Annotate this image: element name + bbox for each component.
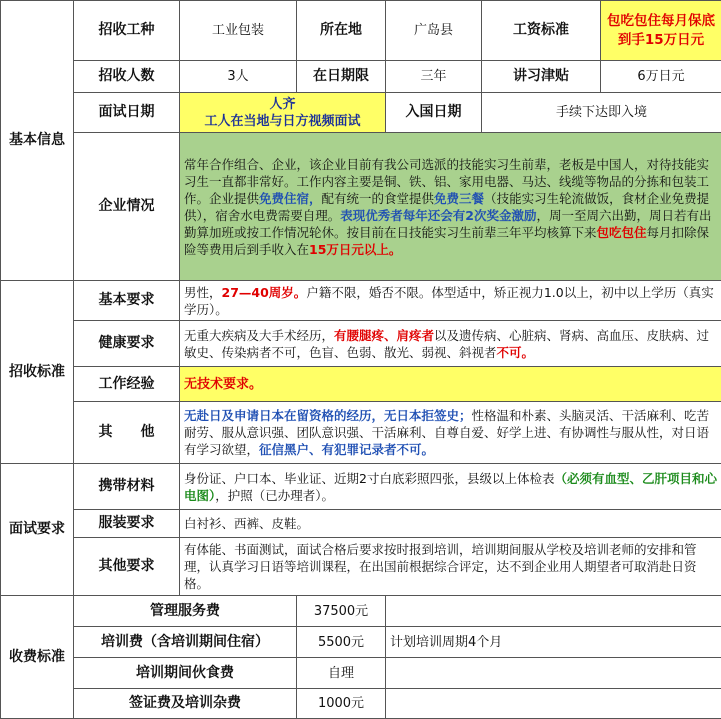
salary-label: 工资标准 [482,1,601,61]
duration-label: 在日期限 [297,61,386,93]
other-label: 其 他 [74,402,180,464]
company-text-5: （技能实习生轮流做饭，食材企业免费提供），宿舍水电费需要自理。 [184,190,710,223]
experience-label: 工作经验 [74,367,180,402]
interview-other-label: 其他要求 [74,538,180,596]
basic-req-1: 男性， [184,284,222,300]
section-recruit-standard: 招收标准 [1,281,74,464]
entry-date-value: 手续下达即入境 [482,93,721,133]
company-label: 企业情况 [74,133,180,281]
section-fees: 收费标准 [1,596,74,719]
basic-req-label: 基本要求 [74,281,180,321]
company-text-7: ，周一至周六出勤，周日若有出勤算加班或按工作情况轮休。按目前在日技能实习生前辈三年平均核算下来 [184,207,712,240]
location-label: 所在地 [297,1,386,61]
health-1: 无重大疾病及大手术经历， [184,327,335,343]
company-text-6: 表现优秀者每年还会有2次奖金激励 [340,207,537,223]
fee-value-2: 5500元 [297,627,386,658]
materials-label: 携带材料 [74,464,180,510]
company-text-3: 配有统一的食堂提供 [321,190,435,206]
entry-date-label: 入国日期 [386,93,482,133]
fee-note-4 [386,689,721,719]
interview-date-line1: 人齐 [269,96,296,112]
interview-date-label: 面试日期 [74,93,180,133]
salary-value: 包吃包住每月保底到手15万日元 [601,1,721,61]
fee-label-2: 培训费（含培训期间住宿） [74,627,297,658]
company-text-9: 每月扣除保险等费用后到手收入在 [184,224,710,257]
fee-value-4: 1000元 [297,689,386,719]
fee-label-4: 签证费及培训杂费 [74,689,297,719]
basic-req-value [180,281,721,321]
allowance-value: 6万日元 [601,61,721,93]
basic-req-3: 户籍不限，婚否不限。体型适中，矫正视力1.0以上，初中以上学历（真实学历）。 [184,284,714,317]
fee-label-1: 管理服务费 [74,596,297,627]
health-4: 不可。 [496,344,535,360]
health-label: 健康要求 [74,321,180,367]
other-2: 性格温和朴素、头脑灵活、干活麻利、吃苦耐劳、服从意识强、团队意识强、干活麻利、自尊自爱、好学上进、有协调性与服从性，对日语有学习欲望， [184,408,710,457]
fee-note-3 [386,658,721,689]
health-2: 有腰腿疼、肩疼者 [334,327,435,343]
materials-value [180,464,721,510]
company-text-2: 免费住宿， [259,190,322,206]
company-description [180,133,721,281]
job-type-value: 工业包装 [180,1,297,61]
other-1: 无赴日及申请日本在留资格的经历，无日本拒签史； [184,408,472,423]
clothing-label: 服装要求 [74,510,180,538]
other-value [180,402,721,464]
job-type-label: 招收工种 [74,1,180,61]
fee-note-1 [386,596,721,627]
headcount-value: 3人 [180,61,297,93]
duration-value: 三年 [386,61,482,93]
interview-other-value: 有体能、书面测试，面试合格后要求按时报到培训，培训期间服从学校及培训老师的安排和管理，认真学习日语等培训课程，在出国前根据综合评定，达不到企业用人期望者可取消赴日资格。 [180,538,721,596]
basic-req-2: 27—40周岁。 [221,284,307,300]
materials-1: 身份证、户口本、毕业证、近期2寸白底彩照四张，县级以上体检表 [184,470,555,486]
allowance-label: 讲习津贴 [482,61,601,93]
other-3: 征信黑户、有犯罪记录者不可。 [259,442,435,457]
headcount-label: 招收人数 [74,61,180,93]
materials-2: （必须有血型、乙肝项目和心电图） [184,470,717,503]
health-3: 以及遗传病、心脏病、肾病、高血压、皮肤病、过敏史、传染病者不可，色盲、色弱、散光、弱视、斜视者 [184,327,710,360]
company-text-4: 免费三餐 [434,190,485,206]
section-basic-info: 基本信息 [1,1,74,281]
health-value [180,321,721,367]
experience-value: 无技术要求。 [180,367,721,402]
interview-date-line2: 工人在当地与日方视频面试 [204,113,361,129]
company-text-10: 15万日元以上。 [309,241,402,257]
clothing-value: 白衬衫、西裤、皮鞋。 [180,510,721,538]
fee-label-3: 培训期间伙食费 [74,658,297,689]
company-text-8: 包吃包住 [596,224,647,240]
company-text-1: 常年合作组合、企业，该企业目前有我公司选派的技能实习生前辈，老板是中国人，对待技能实习生一直都非常好。工作内容主要是铜、铁、铝、家用电器、马达、线缆等物品的分拣和包装工作。企业提供 [184,156,710,206]
fee-note-2: 计划培训周期4个月 [386,627,721,658]
materials-3: ，护照（已办理者）。 [215,487,335,503]
interview-date-value [180,93,386,133]
location-value: 广岛县 [386,1,482,61]
fee-value-3: 自理 [297,658,386,689]
section-interview: 面试要求 [1,464,74,596]
fee-value-1: 37500元 [297,596,386,627]
